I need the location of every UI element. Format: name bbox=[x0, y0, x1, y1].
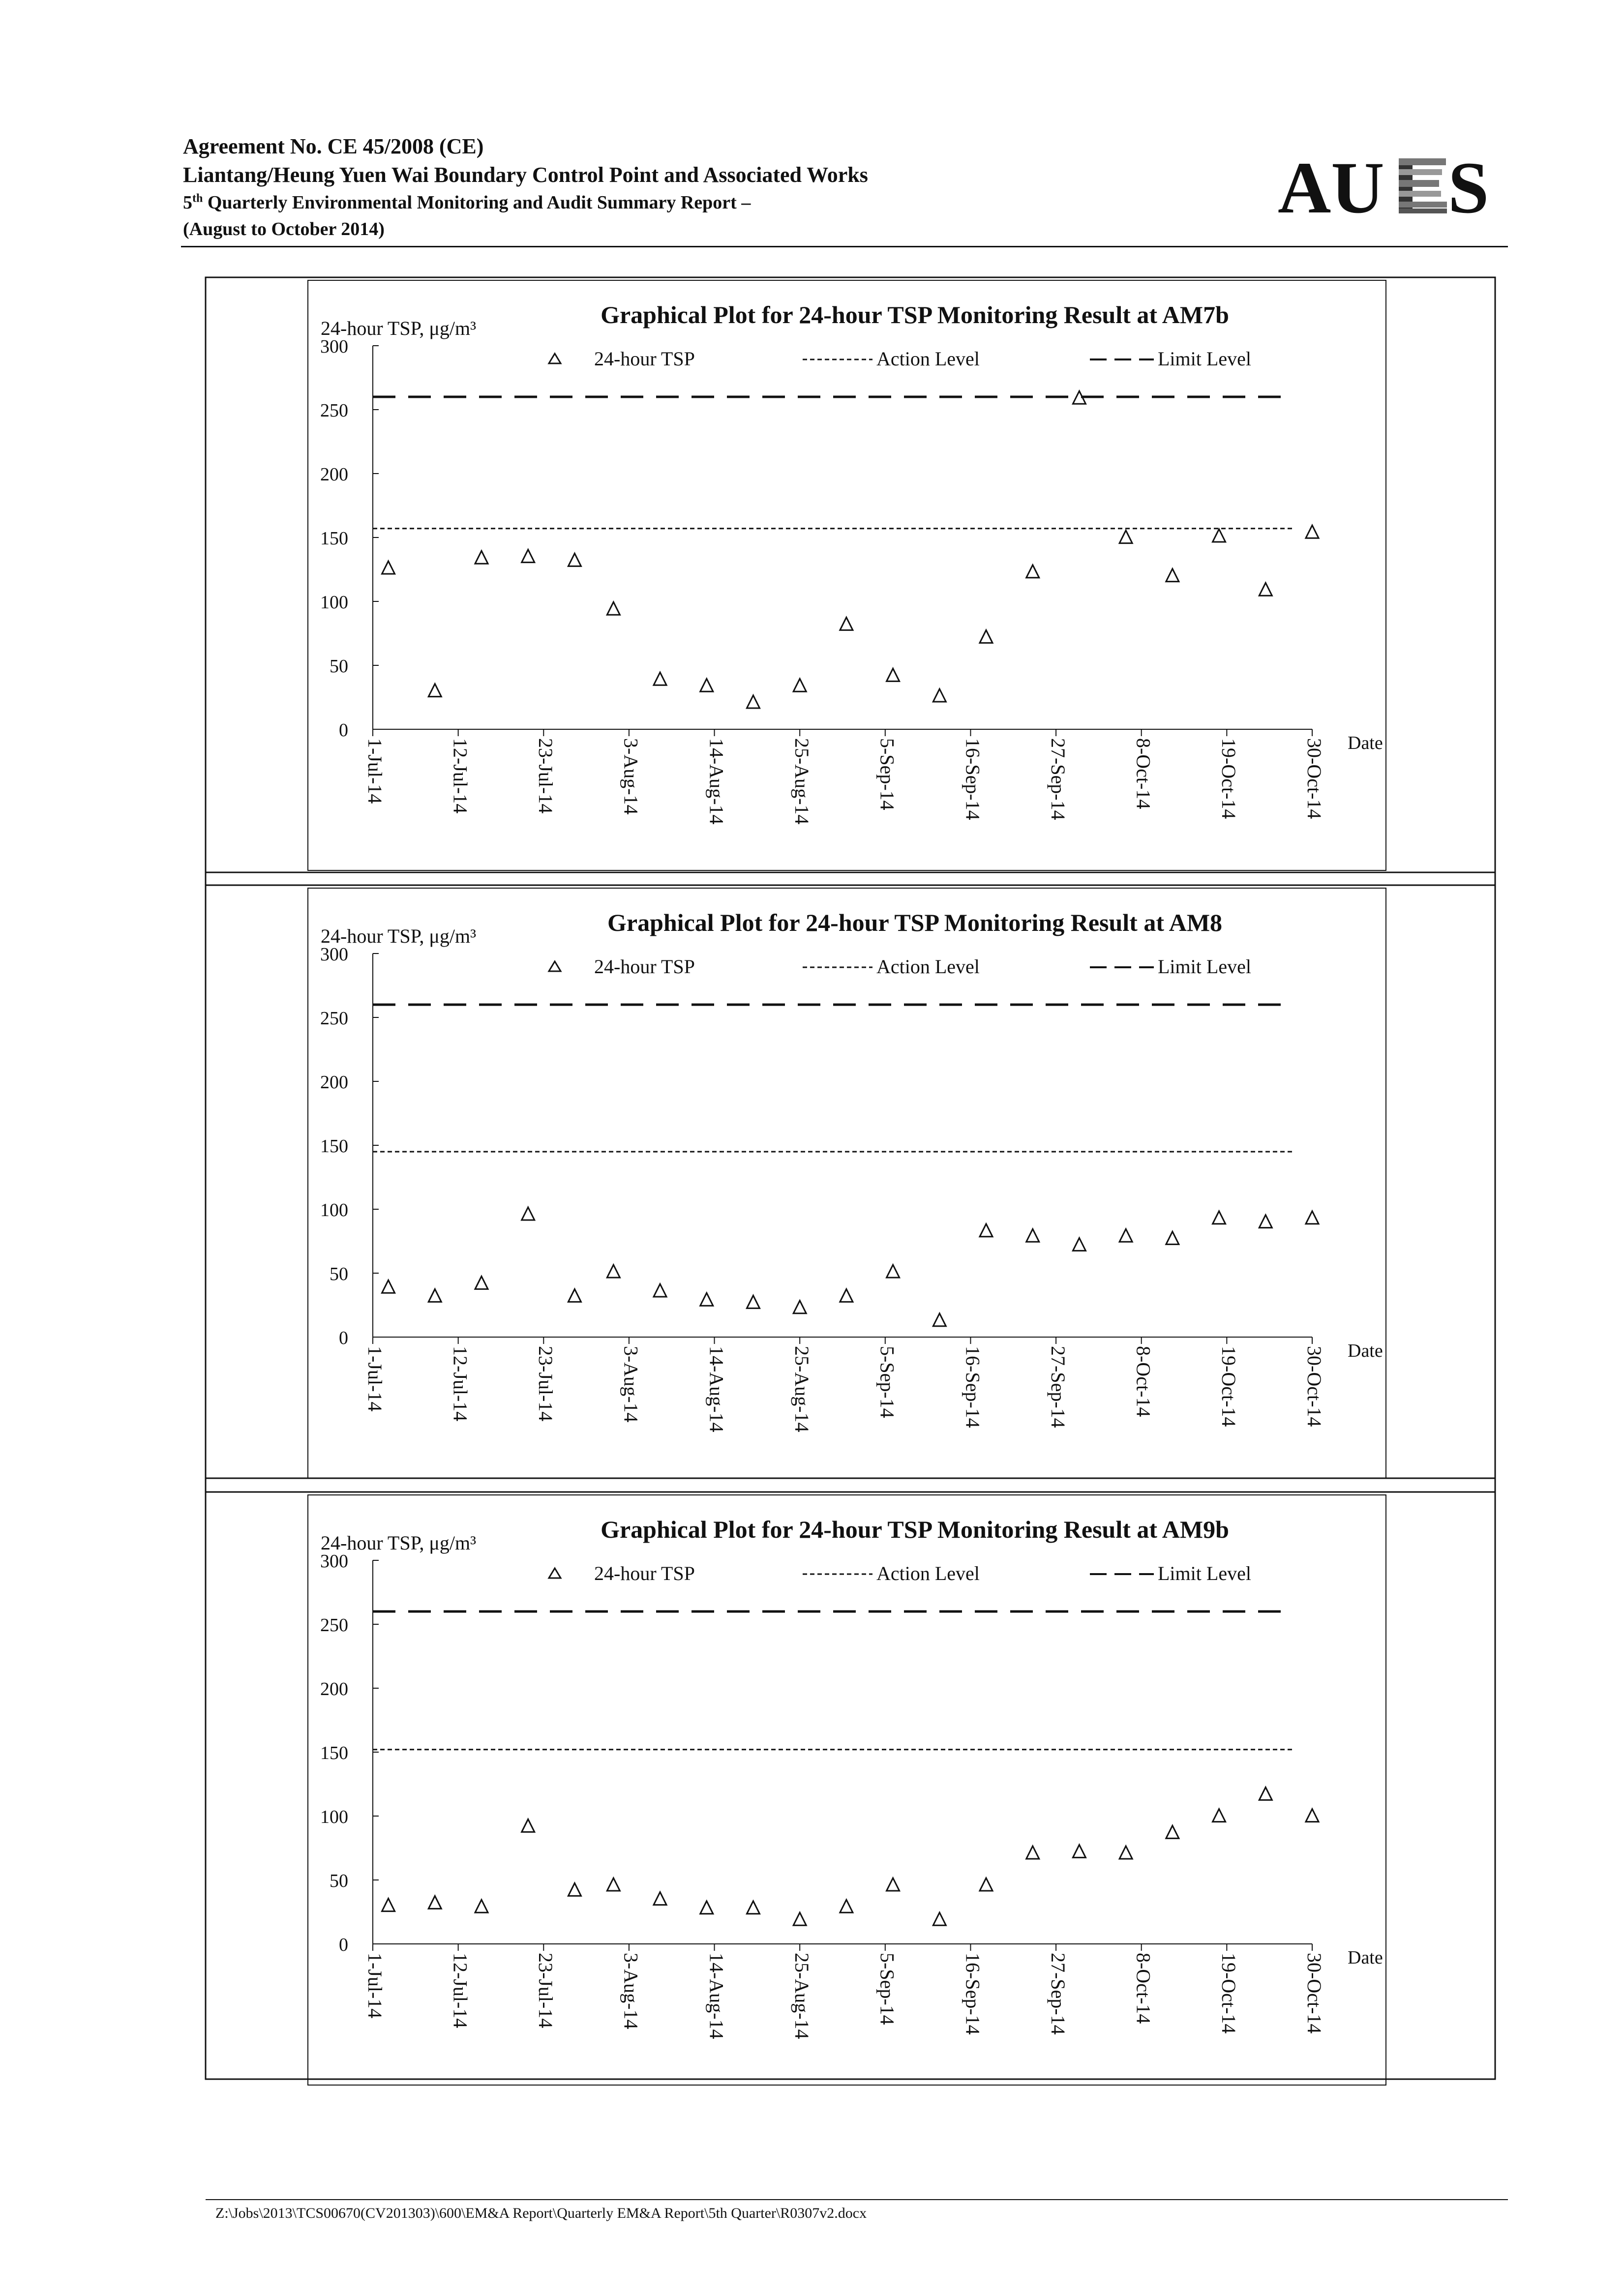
x-tick-label: 19-Oct-14 bbox=[1218, 1346, 1240, 1427]
data-point-tsp bbox=[793, 679, 806, 691]
agreement-number: Agreement No. CE 45/2008 (CE) bbox=[183, 134, 484, 158]
data-point-tsp bbox=[747, 1295, 759, 1308]
x-tick-label: 14-Aug-14 bbox=[705, 738, 728, 825]
data-point-tsp bbox=[1166, 1825, 1179, 1838]
data-point-tsp bbox=[607, 602, 620, 615]
data-point-tsp bbox=[887, 668, 900, 681]
y-tick-label: 100 bbox=[320, 1807, 348, 1827]
legend-label-limit: Limit Level bbox=[1158, 348, 1251, 370]
chart-panel-3 bbox=[308, 1495, 1386, 2085]
y-tick-label: 200 bbox=[320, 1679, 348, 1700]
data-point-tsp bbox=[522, 550, 535, 563]
charts-layer bbox=[308, 280, 1386, 2085]
data-point-tsp bbox=[522, 1819, 535, 1832]
y-tick-label: 200 bbox=[320, 464, 348, 485]
data-point-tsp bbox=[700, 679, 713, 691]
x-tick-label: 1-Jul-14 bbox=[363, 1346, 386, 1412]
y-tick-label: 300 bbox=[320, 336, 348, 357]
x-tick-label: 5-Sep-14 bbox=[876, 1346, 899, 1418]
x-tick-label: 1-Jul-14 bbox=[363, 1953, 386, 2019]
x-tick-label: 8-Oct-14 bbox=[1132, 1346, 1155, 1417]
data-point-tsp bbox=[1259, 1787, 1272, 1800]
x-tick-label: 8-Oct-14 bbox=[1132, 738, 1155, 809]
data-point-tsp bbox=[840, 617, 853, 630]
x-tick-label: 23-Jul-14 bbox=[535, 1346, 557, 1422]
legend-label-action: Action Level bbox=[876, 1562, 980, 1584]
logo-letters-au: AU bbox=[1278, 148, 1384, 226]
legend-marker-tsp bbox=[549, 354, 561, 363]
legend-marker-tsp bbox=[549, 1568, 561, 1578]
legend-label-action: Action Level bbox=[876, 348, 980, 370]
y-tick-label: 150 bbox=[320, 528, 348, 549]
x-tick-label: 30-Oct-14 bbox=[1303, 1346, 1325, 1427]
x-tick-label: 12-Jul-14 bbox=[449, 1346, 472, 1422]
y-tick-label: 300 bbox=[320, 944, 348, 965]
data-point-tsp bbox=[933, 1912, 946, 1925]
y-tick-label: 0 bbox=[339, 720, 348, 741]
y-tick-label: 200 bbox=[320, 1072, 348, 1093]
y-tick-label: 250 bbox=[320, 1008, 348, 1029]
x-tick-label: 27-Sep-14 bbox=[1047, 1953, 1069, 2035]
x-tick-label: 27-Sep-14 bbox=[1047, 1346, 1069, 1428]
x-tick-label: 30-Oct-14 bbox=[1303, 1953, 1325, 2034]
data-point-tsp bbox=[793, 1301, 806, 1313]
footer-rule bbox=[206, 2199, 1508, 2200]
data-point-tsp bbox=[840, 1289, 853, 1302]
y-tick-label: 150 bbox=[320, 1136, 348, 1157]
data-point-tsp bbox=[1119, 1846, 1132, 1859]
chart-panel-2 bbox=[308, 888, 1386, 1478]
x-tick-label: 19-Oct-14 bbox=[1218, 1953, 1240, 2034]
data-point-tsp bbox=[1213, 529, 1226, 542]
x-tick-label: 30-Oct-14 bbox=[1303, 738, 1325, 819]
x-tick-label: 19-Oct-14 bbox=[1218, 738, 1240, 819]
data-point-tsp bbox=[1306, 1809, 1319, 1822]
data-point-tsp bbox=[1119, 1229, 1132, 1242]
data-point-tsp bbox=[568, 1883, 581, 1896]
x-tick-label: 8-Oct-14 bbox=[1132, 1953, 1155, 2024]
data-point-tsp bbox=[475, 1276, 488, 1289]
data-point-tsp bbox=[382, 561, 395, 574]
data-point-tsp bbox=[1259, 1215, 1272, 1228]
chart-title: Graphical Plot for 24-hour TSP Monitoring Result at AM9b bbox=[601, 1516, 1229, 1543]
y-tick-label: 50 bbox=[330, 656, 348, 677]
data-point-tsp bbox=[654, 1284, 666, 1297]
data-point-tsp bbox=[840, 1900, 853, 1912]
data-point-tsp bbox=[1119, 531, 1132, 543]
data-point-tsp bbox=[568, 1289, 581, 1302]
data-point-tsp bbox=[1213, 1809, 1226, 1822]
x-tick-label: 5-Sep-14 bbox=[876, 1953, 899, 2025]
data-point-tsp bbox=[568, 553, 581, 566]
y-axis-label: 24-hour TSP, μg/m³ bbox=[321, 925, 477, 947]
data-point-tsp bbox=[980, 1878, 992, 1891]
y-tick-label: 0 bbox=[339, 1935, 348, 1955]
chart-title: Graphical Plot for 24-hour TSP Monitoring Result at AM8 bbox=[607, 909, 1223, 936]
data-point-tsp bbox=[1306, 1211, 1319, 1224]
data-point-tsp bbox=[382, 1899, 395, 1911]
legend-label-action: Action Level bbox=[876, 955, 980, 978]
x-axis-label: Date bbox=[1348, 733, 1383, 753]
data-point-tsp bbox=[1306, 525, 1319, 538]
x-tick-label: 1-Jul-14 bbox=[363, 738, 386, 804]
legend-label-limit: Limit Level bbox=[1158, 955, 1251, 978]
data-point-tsp bbox=[475, 551, 488, 564]
footer-file-path: Z:\Jobs\2013\TCS00670(CV201303)\600\EM&A Report\Quarterly EM&A Report\5th Quarter\R0307v2.docx bbox=[215, 2205, 867, 2221]
chart-title: Graphical Plot for 24-hour TSP Monitoring Result at AM7b bbox=[601, 301, 1229, 328]
data-point-tsp bbox=[980, 630, 992, 643]
data-point-tsp bbox=[607, 1265, 620, 1278]
project-title: Liantang/Heung Yuen Wai Boundary Control Point and Associated Works bbox=[183, 163, 868, 187]
x-tick-label: 3-Aug-14 bbox=[620, 738, 642, 815]
data-point-tsp bbox=[1166, 569, 1179, 582]
data-point-tsp bbox=[428, 1289, 441, 1302]
x-tick-label: 14-Aug-14 bbox=[705, 1346, 728, 1432]
chart-panel-1 bbox=[308, 280, 1386, 870]
logo-letter-s: S bbox=[1448, 148, 1489, 226]
y-tick-label: 100 bbox=[320, 1200, 348, 1221]
data-point-tsp bbox=[428, 1896, 441, 1908]
x-axis-label: Date bbox=[1348, 1341, 1383, 1361]
x-axis-label: Date bbox=[1348, 1947, 1383, 1968]
data-point-tsp bbox=[887, 1265, 900, 1278]
legend-marker-tsp bbox=[549, 961, 561, 971]
data-point-tsp bbox=[1026, 565, 1039, 578]
legend-label-limit: Limit Level bbox=[1158, 1562, 1251, 1584]
x-tick-label: 25-Aug-14 bbox=[790, 1346, 813, 1432]
x-tick-label: 23-Jul-14 bbox=[535, 1953, 557, 2028]
data-point-tsp bbox=[793, 1912, 806, 1925]
y-tick-label: 0 bbox=[339, 1328, 348, 1348]
y-axis-label: 24-hour TSP, μg/m³ bbox=[321, 1532, 477, 1554]
x-tick-label: 23-Jul-14 bbox=[535, 738, 557, 814]
data-point-tsp bbox=[933, 689, 946, 702]
y-tick-label: 50 bbox=[330, 1264, 348, 1284]
x-tick-label: 14-Aug-14 bbox=[705, 1953, 728, 2039]
data-point-tsp bbox=[1166, 1231, 1179, 1244]
data-point-tsp bbox=[700, 1901, 713, 1914]
data-point-tsp bbox=[1073, 1238, 1085, 1251]
legend-label-tsp: 24-hour TSP bbox=[594, 348, 695, 370]
data-point-tsp bbox=[522, 1207, 535, 1220]
data-point-tsp bbox=[933, 1313, 946, 1326]
x-tick-label: 16-Sep-14 bbox=[962, 738, 984, 820]
data-point-tsp bbox=[887, 1878, 900, 1891]
x-tick-label: 12-Jul-14 bbox=[449, 1953, 472, 2028]
report-ordinal: th bbox=[192, 192, 203, 205]
y-tick-label: 250 bbox=[320, 400, 348, 421]
legend-label-tsp: 24-hour TSP bbox=[594, 1562, 695, 1584]
x-tick-label: 16-Sep-14 bbox=[962, 1953, 984, 2035]
x-tick-label: 16-Sep-14 bbox=[962, 1346, 984, 1428]
report-period: (August to October 2014) bbox=[183, 219, 385, 239]
y-axis-label: 24-hour TSP, μg/m³ bbox=[321, 317, 477, 339]
data-point-tsp bbox=[1073, 1845, 1085, 1857]
report-title-rest: Quarterly Environmental Monitoring and Audit Summary Report – bbox=[203, 192, 751, 213]
frame-lines bbox=[206, 277, 1495, 2079]
outer-frame bbox=[206, 277, 1495, 2079]
legend-label-tsp: 24-hour TSP bbox=[594, 955, 695, 978]
x-tick-label: 25-Aug-14 bbox=[790, 1953, 813, 2039]
data-point-tsp bbox=[1259, 583, 1272, 596]
data-point-tsp bbox=[1213, 1211, 1226, 1224]
x-tick-label: 5-Sep-14 bbox=[876, 738, 899, 810]
data-point-tsp bbox=[607, 1878, 620, 1891]
data-point-tsp bbox=[654, 672, 666, 685]
y-tick-label: 100 bbox=[320, 592, 348, 613]
y-tick-label: 300 bbox=[320, 1551, 348, 1572]
report-number: 5 bbox=[183, 192, 192, 213]
x-tick-label: 27-Sep-14 bbox=[1047, 738, 1069, 820]
y-tick-label: 150 bbox=[320, 1743, 348, 1763]
data-point-tsp bbox=[747, 695, 759, 708]
data-point-tsp bbox=[382, 1280, 395, 1293]
data-point-tsp bbox=[654, 1892, 666, 1905]
y-tick-label: 250 bbox=[320, 1615, 348, 1636]
data-point-tsp bbox=[747, 1901, 759, 1914]
data-point-tsp bbox=[428, 684, 441, 697]
x-tick-label: 3-Aug-14 bbox=[620, 1953, 642, 2029]
data-point-tsp bbox=[700, 1293, 713, 1306]
x-tick-label: 25-Aug-14 bbox=[790, 738, 813, 825]
data-point-tsp bbox=[1026, 1846, 1039, 1859]
x-tick-label: 3-Aug-14 bbox=[620, 1346, 642, 1423]
data-point-tsp bbox=[475, 1900, 488, 1912]
y-tick-label: 50 bbox=[330, 1871, 348, 1891]
x-tick-label: 12-Jul-14 bbox=[449, 738, 472, 814]
data-point-tsp bbox=[1026, 1229, 1039, 1242]
data-point-tsp bbox=[980, 1224, 992, 1237]
